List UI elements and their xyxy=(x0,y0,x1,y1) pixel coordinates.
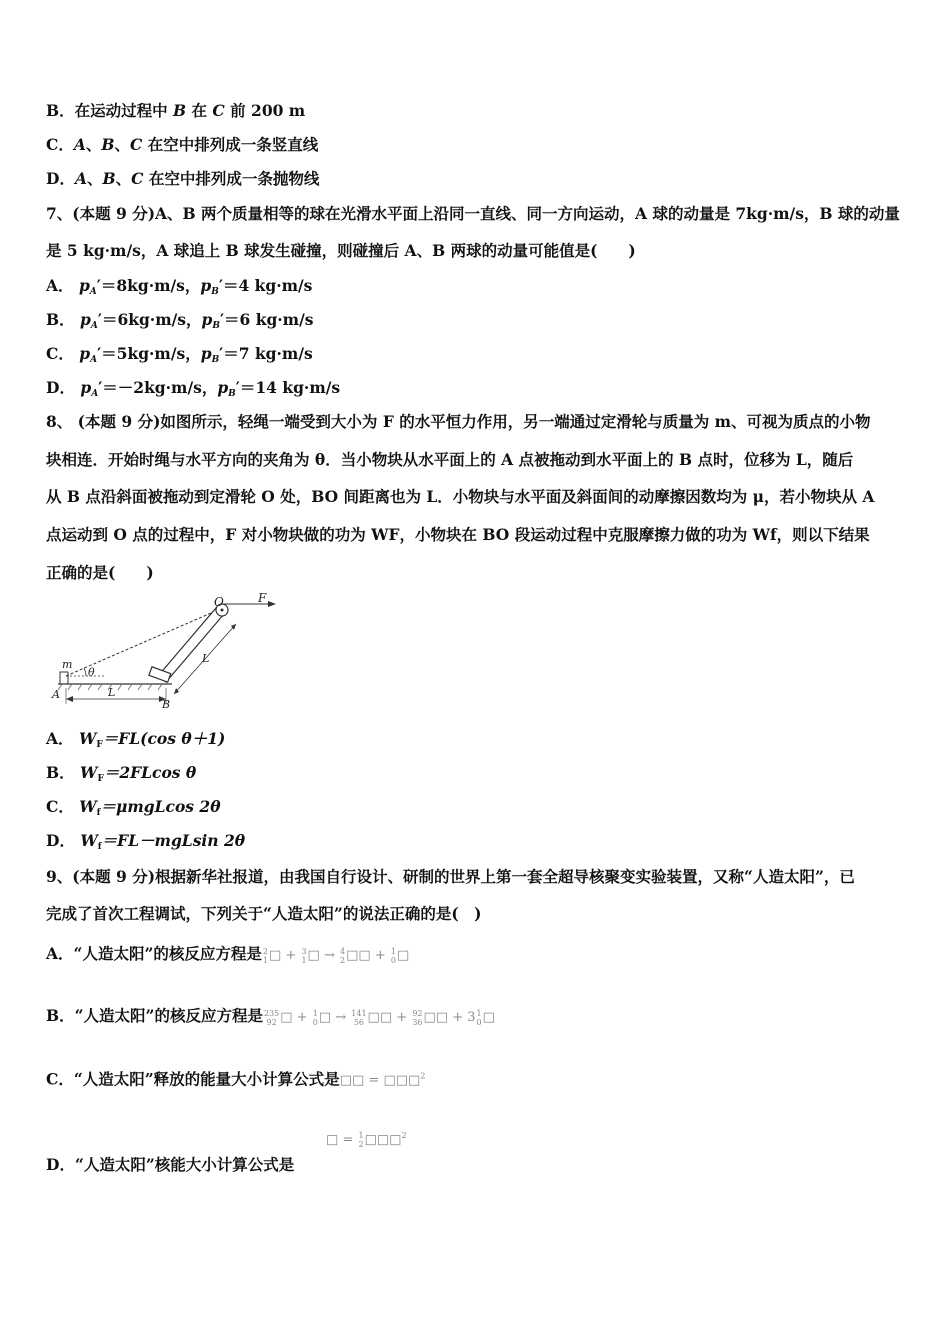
q9-option-c: C．“人造太阳”释放的能量大小计算公式是□□ = □□□$^2$ xyxy=(46,1069,426,1089)
q9-stem-line1: 9、(本题 9 分)根据新华社报道，由我国自行设计、研制的世界上第一套全超导核聚变实验装置，又称“人造太阳”，已 xyxy=(46,867,855,886)
formula-a: 2 1 □ + 3 1 □ → 4 2 □□ + 1 0 □ xyxy=(262,946,410,965)
formula-d: □ = 1 2 □□□$^2$ xyxy=(326,1131,407,1149)
q8-stem-line3: 从 B 点沿斜面被拖动到定滑轮 O 处，BO 间距离也为 L．小物块与水平面及斜面间的动摩擦因数均为 μ，若小物块从 A xyxy=(46,487,875,506)
q7-stem-line2: 是 5 kg·m/s，A 球追上 B 球发生碰撞，则碰撞后 A、B 两球的动量可能值是( ) xyxy=(46,241,636,260)
q6-option-d: D．A、B、C 在空中排列成一条抛物线 xyxy=(46,169,320,188)
q6-option-c: C．A、B、C 在空中排列成一条竖直线 xyxy=(46,135,319,154)
q8-pulley-diagram xyxy=(46,592,286,712)
q8-stem-line2: 块相连．开始时绳与水平方向的夹角为 θ．当小物块从水平面上的 A 点被拖动到水平面上的 B 点时，位移为 L，随后 xyxy=(46,450,854,469)
label-m: m xyxy=(62,658,73,671)
q8-stem-line4: 点运动到 O 点的过程中，F 对小物块做的功为 WF，小物块在 BO 段运动过程中克服摩擦力做的功为 Wf，则以下结果 xyxy=(46,525,870,544)
q8-stem-line1: 8、 (本题 9 分)如图所示，轻绳一端受到大小为 F 的水平恒力作用，另一端通过定滑轮与质量为 m、可视为质点的小物 xyxy=(46,412,871,431)
label-theta: θ xyxy=(88,666,95,679)
q7-option-d: D． $p_A'=-2kg\cdot m/s$，$p_B'=14$ kg·m/s xyxy=(46,378,341,399)
q8-option-d: D． $W_f=FL-mgLsin$ 2θ xyxy=(46,831,246,852)
label-o: O xyxy=(214,595,224,609)
q8-option-b: B． $W_F=2FLcos$ θ xyxy=(46,763,197,784)
label-b: B xyxy=(162,698,171,711)
formula-b: 235 92 □ + 1 0 □ → 141 56 □□ + 92 36 □□ + 3 1 0 □ xyxy=(263,1008,495,1027)
q8-stem-line5: 正确的是( ) xyxy=(46,563,154,582)
label-a: A xyxy=(52,688,60,701)
q7-option-a: A． $p_A'=8kg\cdot m/s$，$p_B'=4$ kg·m/s xyxy=(46,276,313,297)
q7-stem-line1: 7、(本题 9 分)A、B 两个质量相等的球在光滑水平面上沿同一直线、同一方向运动，A 球的动量是 7kg·m/s，B 球的动量 xyxy=(46,204,900,223)
label-l-ground: L xyxy=(108,686,116,699)
formula-c: □□ = □□□$^2$ xyxy=(339,1072,426,1089)
q9-option-b: B．“人造太阳”的核反应方程是 235 92 □ + 1 0 □ → 141 56 □□ + 92 36 □□ + 3 1 0 □ xyxy=(46,1006,495,1027)
q9-option-a: A．“人造太阳”的核反应方程是 2 1 □ + 3 1 □ → 4 2 □□ + 1 0 □ xyxy=(46,944,410,965)
q8-option-a: A． $W_F=FL(\cos$ θ＋1) xyxy=(46,729,226,750)
label-f: F xyxy=(258,592,267,605)
q9-option-d: D．“人造太阳”核能大小计算公式是 xyxy=(46,1155,295,1174)
q7-option-c: C． $p_A'=5kg\cdot m/s$，$p_B'=7$ kg·m/s xyxy=(46,344,313,365)
q9-stem-line2: 完成了首次工程调试，下列关于“人造太阳”的说法正确的是( ) xyxy=(46,904,482,923)
label-l-incline: L xyxy=(202,652,210,665)
q8-option-c: C． $W_f=\mu mgLcos$ 2θ xyxy=(46,797,221,818)
q7-option-b: B． $p_A'=6kg\cdot m/s$，$p_B'=6$ kg·m/s xyxy=(46,310,314,331)
q6-option-b: B．在运动过程中 B 在 C 前 200 m xyxy=(46,101,306,120)
